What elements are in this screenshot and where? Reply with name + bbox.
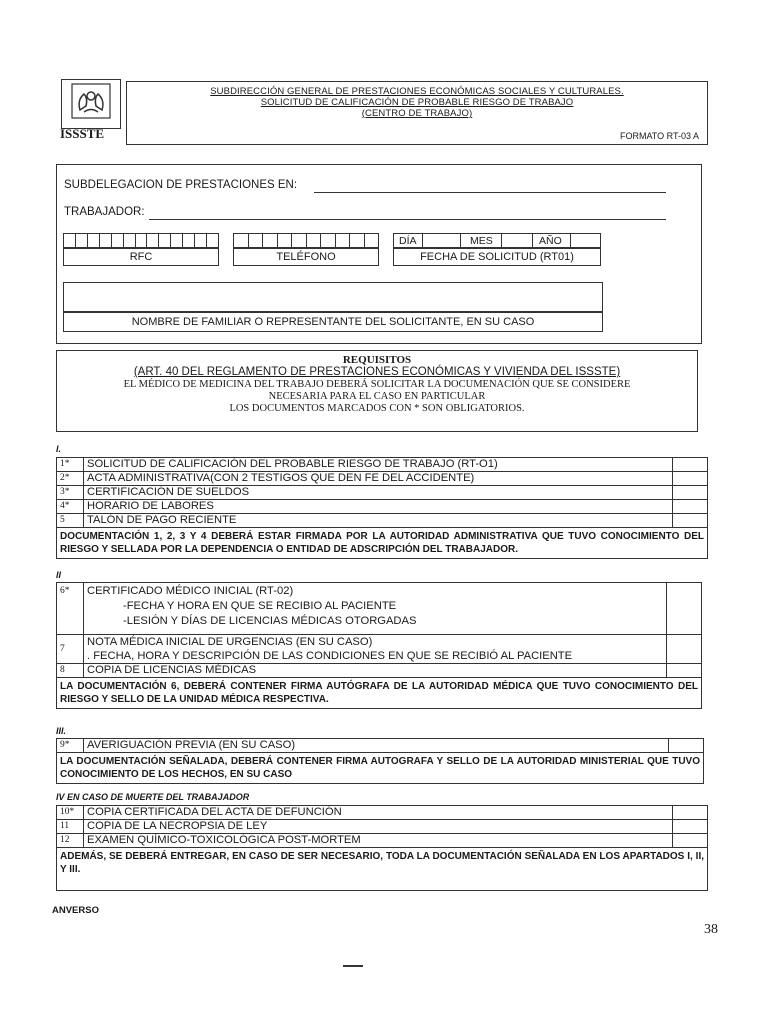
requisitos-line-2: EL MÉDICO DE MEDICINA DEL TRABAJO DEBERÁ SOLICITAR LA DOCUMENACIÓN QUE SE CONSIDERE <box>123 379 631 390</box>
table-row: 1* SOLICITUD DE CALIFICACIÓN DEL PROBABLE RIESGO DE TRABAJO (RT-O1) <box>57 458 708 472</box>
checkbox-12[interactable] <box>673 834 708 848</box>
table-row: 11 COPIA DE LA NECROPSIA DE LEY <box>57 820 708 834</box>
requisitos-line-1: (ART. 40 DEL REGLAMENTO DE PRESTACIONES ECONÓMICAS Y VIVIENDA DEL ISSSTE) <box>133 366 621 378</box>
dia-label: DÍA <box>399 235 417 247</box>
row6-text: CERTIFICADO MÉDICO INICIAL (RT-02) <box>87 585 294 597</box>
requisitos-box <box>56 350 698 432</box>
checkbox-6[interactable] <box>667 583 702 635</box>
table-row: 9* AVERIGUACIÓN PREVIA (EN SU CASO) <box>57 739 704 753</box>
format-code: FORMATO RT-03 A <box>619 131 699 141</box>
table-row: 6* CERTIFICADO MÉDICO INICIAL (RT-02) -FECHA Y HORA EN QUE SE RECIBIO AL PACIENTE -LESIÓN Y DÍAS DE LICENCIAS MÉDICAS OTORGADAS <box>57 583 702 635</box>
checkbox-5[interactable] <box>673 514 708 528</box>
table-row: 3* CERTIFICACIÓN DE SUELDOS <box>57 486 708 500</box>
section-3-note: LA DOCUMENTACIÓN SEÑALADA, DEBERÁ CONTENER FIRMA AUTOGRAFA Y SELLO DE LA AUTORIDAD MINISTERIAL QUE TUVO CONOCIMIENTO DE LOS HECHOS, EN SU CASO <box>57 753 704 784</box>
footer-mark <box>343 965 363 967</box>
section-1-note: DOCUMENTACIÓN 1, 2, 3 Y 4 DEBERÁ ESTAR FIRMADA POR LA AUTORIDAD ADMINISTRATIVA QUE TUVO CONOCIMIENTO DEL RIESGO Y SELLADA POR LA DEPENDENCIA O ENTIDAD DE ADSCRIPCIÓN DEL TRABAJADOR. <box>57 528 708 559</box>
header-line-1: SUBDIRECCIÓN GENERAL DE PRESTACIONES ECONÓMICAS SOCIALES Y CULTURALES. <box>210 86 624 97</box>
checkbox-4[interactable] <box>673 500 708 514</box>
requisitos-line-3: NECESARIA PARA EL CASO EN PARTICULAR <box>268 391 486 402</box>
trabajador-label: TRABAJADOR: <box>64 206 145 218</box>
anio-label: AÑO <box>539 235 562 247</box>
checkbox-7[interactable] <box>667 635 702 664</box>
section-3-label: III. <box>56 726 67 736</box>
telefono-label: TELÉFONO <box>233 248 379 266</box>
issste-emblem-icon <box>62 80 120 128</box>
section-1-table <box>56 457 708 559</box>
table-row: 12 EXAMEN QUÍMICO-TOXICOLÓGICA POST-MORTEM <box>57 834 708 848</box>
section-2-table <box>56 582 702 709</box>
rfc-label: RFC <box>63 248 219 266</box>
table-row: 8 COPIA DE LICENCIAS MÉDICAS <box>57 664 702 678</box>
row7-sub: . FECHA, HORA Y DESCRIPCIÓN DE LAS CONDICIONES EN QUE SE RECIBIÓ AL PACIENTE <box>87 650 573 662</box>
table-row: 2* ACTA ADMINISTRATIVA(CON 2 TESTIGOS QUE DEN FE DEL ACCIDENTE) <box>57 472 708 486</box>
logo-text: ISSSTE <box>60 126 105 141</box>
checkbox-11[interactable] <box>673 820 708 834</box>
section-3-table <box>56 738 704 784</box>
header-box <box>126 81 708 145</box>
header-line-3: (CENTRO DE TRABAJO) <box>361 108 473 119</box>
applicant-fields-box <box>56 164 702 344</box>
row6-sub-2: -LESIÓN Y DÍAS DE LICENCIAS MÉDICAS OTORGADAS <box>123 615 417 627</box>
table-row: 4* HORARIO DE LABORES <box>57 500 708 514</box>
anverso-label: ANVERSO <box>52 905 99 916</box>
section-4-note: ADEMÁS, SE DEBERÁ ENTREGAR, EN CASO DE SER NECESARIO, TODA LA DOCUMENTACIÓN SEÑALADA EN LOS APARTADOS I, II, Y III. <box>57 848 708 891</box>
familiar-field[interactable] <box>63 282 603 312</box>
requisitos-line-4: LOS DOCUMENTOS MARCADOS CON * SON OBLIGATORIOS. <box>229 403 525 414</box>
checkbox-2[interactable] <box>673 472 708 486</box>
rfc-cells[interactable] <box>63 233 219 248</box>
section-4-table <box>56 805 708 891</box>
table-row: 7 NOTA MÉDICA INICIAL DE URGENCIAS (EN SU CASO) . FECHA, HORA Y DESCRIPCIÓN DE LAS CONDICIONES EN QUE SE RECIBIÓ AL PACIENTE <box>57 635 702 664</box>
checkbox-1[interactable] <box>673 458 708 472</box>
row6-sub-1: -FECHA Y HORA EN QUE SE RECIBIO AL PACIENTE <box>123 600 397 612</box>
telefono-cells[interactable] <box>233 233 379 248</box>
fecha-label: FECHA DE SOLICITUD (RT01) <box>393 248 601 266</box>
table-row: 10* COPIA CERTIFICADA DEL ACTA DE DEFUNCIÓN <box>57 806 708 820</box>
checkbox-10[interactable] <box>673 806 708 820</box>
row7-text: NOTA MÉDICA INICIAL DE URGENCIAS (EN SU CASO) <box>87 636 373 648</box>
table-row: 5 TALÓN DE PAGO RECIENTE <box>57 514 708 528</box>
checkbox-9[interactable] <box>669 739 704 753</box>
trabajador-field[interactable] <box>149 219 666 220</box>
checkbox-8[interactable] <box>667 664 702 678</box>
issste-logo <box>61 79 121 129</box>
section-1-label: I. <box>56 444 62 454</box>
fecha-cells[interactable] <box>393 233 601 248</box>
subdelegacion-field[interactable] <box>314 192 666 193</box>
checkbox-3[interactable] <box>673 486 708 500</box>
section-2-label: II <box>56 570 62 580</box>
section-4-label: IV EN CASO DE MUERTE DEL TRABAJADOR <box>56 792 250 802</box>
familiar-label: NOMBRE DE FAMILIAR O REPRESENTANTE DEL SOLICITANTE, EN SU CASO <box>63 312 603 332</box>
page-number: 38 <box>704 922 718 937</box>
requisitos-title: REQUISITOS <box>342 354 412 366</box>
mes-label: MES <box>470 235 493 247</box>
subdelegacion-label: SUBDELEGACION DE PRESTACIONES EN: <box>64 179 298 191</box>
section-2-note: LA DOCUMENTACIÓN 6, DEBERÁ CONTENER FIRMA AUTÓGRAFA DE LA AUTORIDAD MÉDICA QUE TUVO CONOCIMIENTO DEL RIESGO Y SELLO DE LA UNIDAD MÉDICA RESPECTIVA. <box>57 678 702 709</box>
header-line-2: SOLICITUD DE CALIFICACIÓN DE PROBABLE RIESGO DE TRABAJO <box>260 97 574 108</box>
